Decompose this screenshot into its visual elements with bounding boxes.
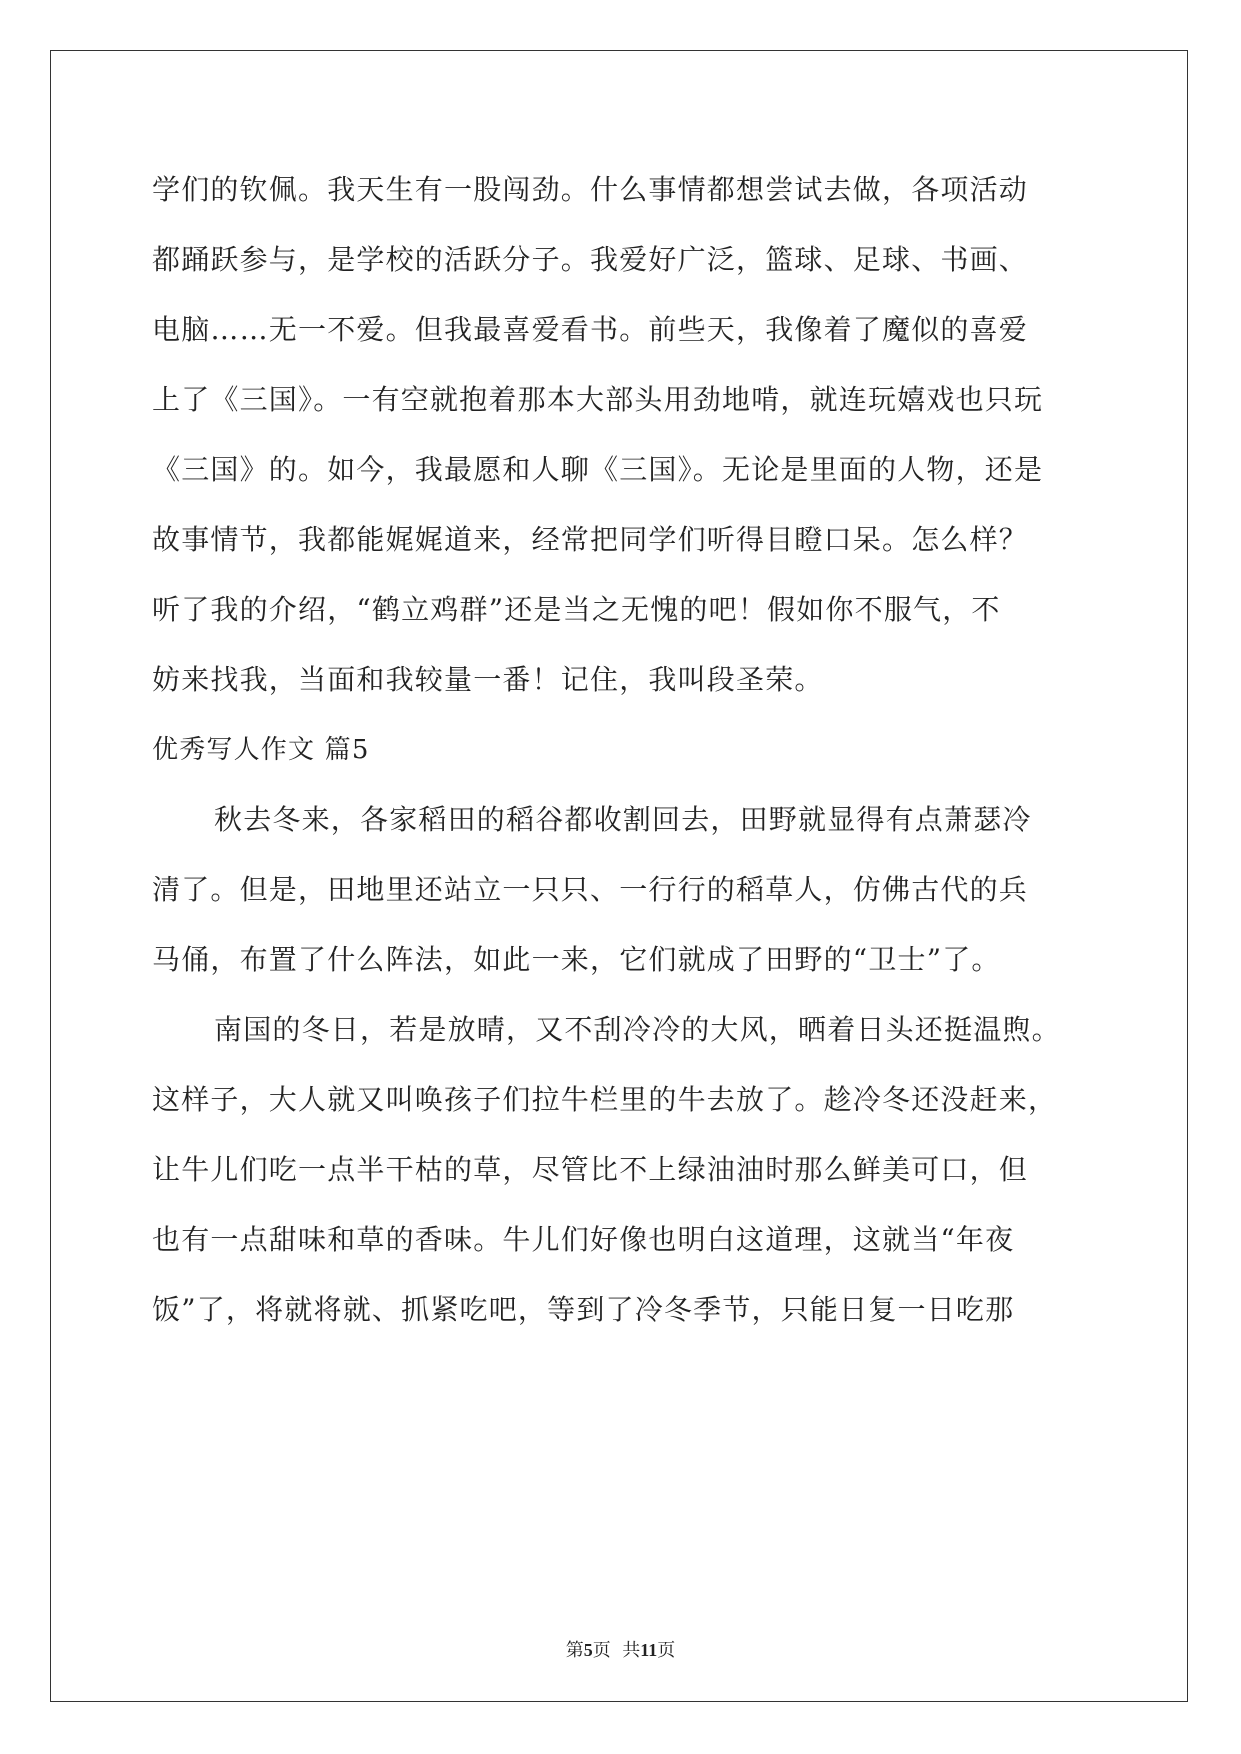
text-line: 都踊跃参与，是学校的活跃分子。我爱好广泛，篮球、足球、书画、 (152, 243, 1029, 276)
footer-prefix: 第 (565, 1640, 584, 1661)
text-line: 秋去冬来，各家稻田的稻谷都收割回去，田野就显得有点萧瑟冷 (214, 803, 1032, 836)
page-footer (0, 1636, 1241, 1662)
text-line: 马俑，布置了什么阵法，如此一来，它们就成了田野的“卫士”了。 (152, 943, 1001, 976)
text-line: 故事情节，我都能娓娓道来，经常把同学们听得目瞪口呆。怎么样？ (152, 523, 1029, 556)
footer-suffix: 页 (657, 1640, 676, 1661)
total-pages-number: 11 (640, 1640, 658, 1660)
text-line: 饭”了，将就将就、抓紧吃吧，等到了冷冬季节，只能日复一日吃那 (152, 1293, 1015, 1326)
text-line: 南国的冬日，若是放晴，又不刮冷冷的大风，晒着日头还挺温煦。 (214, 1013, 1061, 1046)
text-line: 也有一点甜味和草的香味。牛儿们好像也明白这道理，这就当“年夜 (152, 1223, 1015, 1256)
text-line: 这样子，大人就又叫唤孩子们拉牛栏里的牛去放了。趁冷冬还没赶来， (152, 1083, 1058, 1116)
text-line: 学们的钦佩。我天生有一股闯劲。什么事情都想尝试去做，各项活动 (152, 173, 1029, 206)
text-line: 妨来找我，当面和我较量一番！记住，我叫段圣荣。 (152, 663, 824, 696)
text-line: 上了《三国》。一有空就抱着那本大部头用劲地啃，就连玩嬉戏也只玩 (152, 383, 1044, 416)
text-line: 清了。但是，田地里还站立一只只、一行行的稻草人，仿佛古代的兵 (152, 873, 1029, 906)
current-page-number: 5 (583, 1640, 593, 1660)
text-line: 《三国》的。如今，我最愿和人聊《三国》。无论是里面的人物，还是 (152, 453, 1044, 486)
text-line: 让牛儿们吃一点半干枯的草，尽管比不上绿油油时那么鲜美可口，但 (152, 1153, 1029, 1186)
text-line: 电脑……无一不爱。但我最喜爱看书。前些天，我像着了魔似的喜爱 (152, 313, 1029, 346)
text-line: 听了我的介绍，“鹤立鸡群”还是当之无愧的吧！假如你不服气，不 (152, 593, 1001, 626)
section-title: 优秀写人作文 篇5 (152, 735, 370, 765)
footer-mid: 页 共 (592, 1640, 641, 1661)
